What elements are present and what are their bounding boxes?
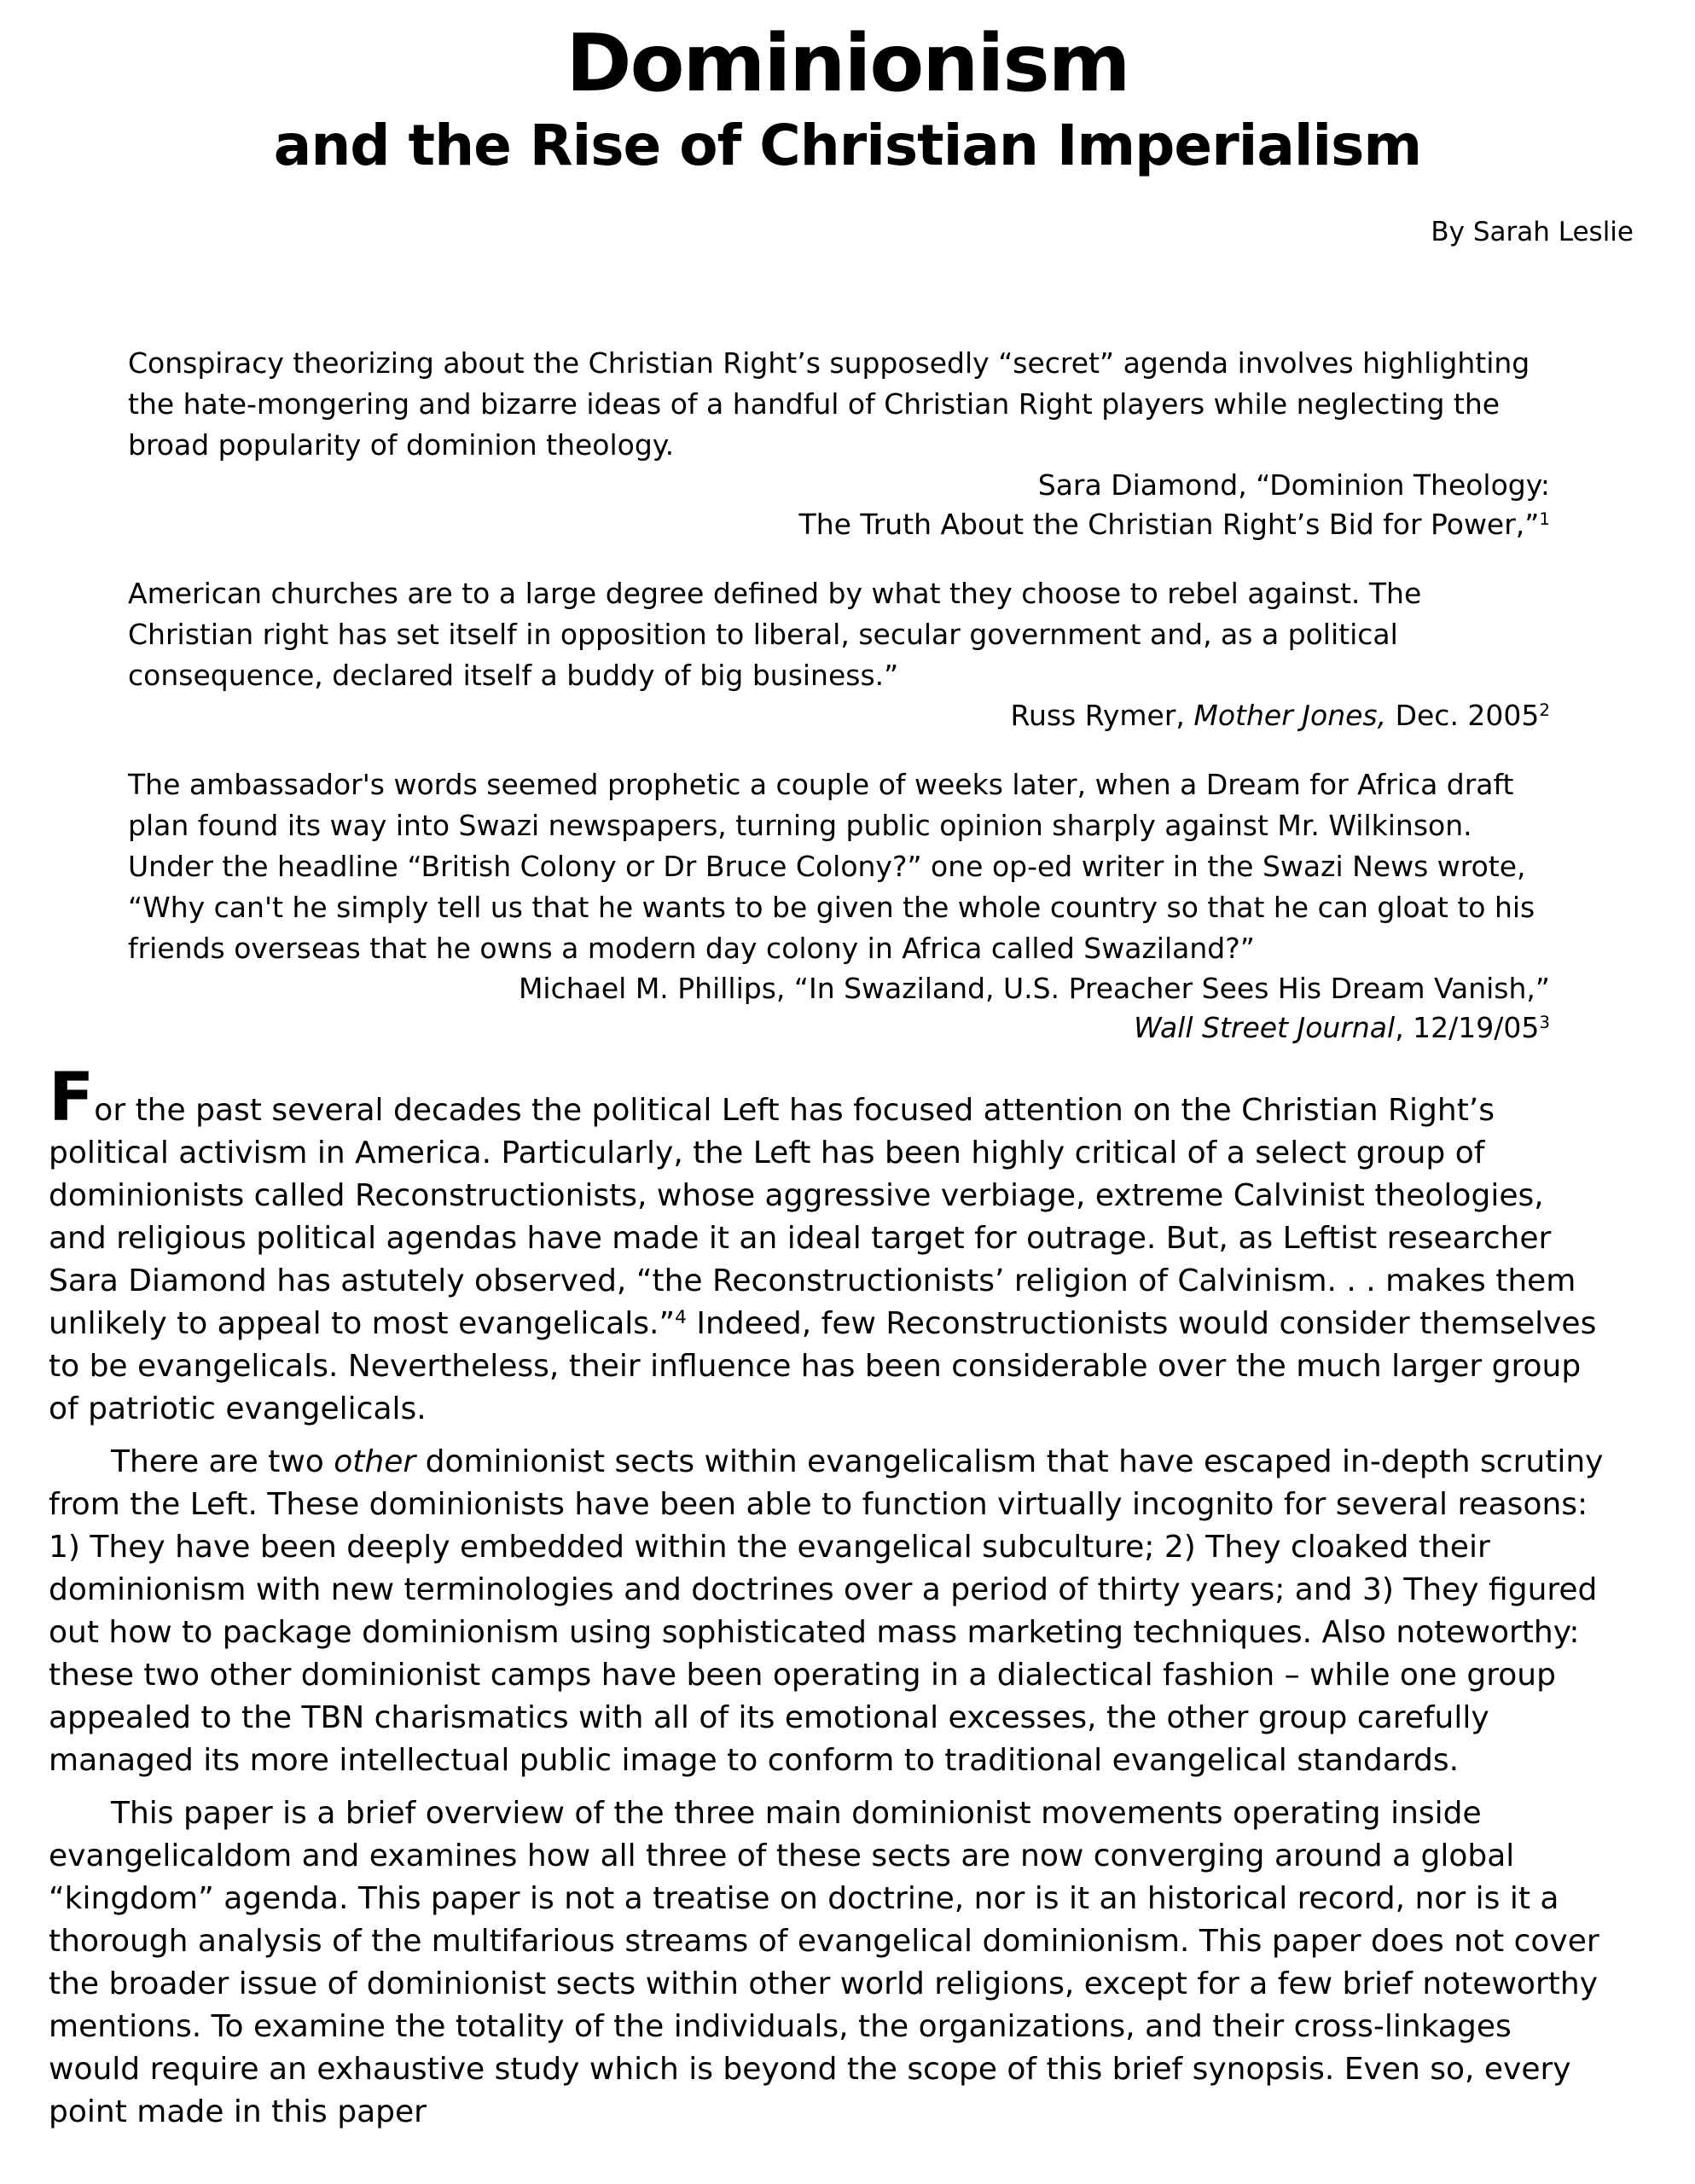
footnote-superscript: 1 [1539, 509, 1550, 530]
text-run: dominionist sects within evangelicalism that have escaped in-depth scrutiny from the Left. These dominionists have been able to function virtually incognito for several reasons: 1) They have been deeply embedded within the evangelical subculture; 2) They cloaked their dominionism with new terminologies and doctrines over a period of thirty years; and 3) They figured out how to package dominionism using sophisticated mass marketing techniques. Also noteworthy: these two other dominionist camps have been operating in a dialectical fashion – while one group appealed to the TBN charismatics with all of its emotional excesses, the other group carefully managed its more intellectual public image to conform to traditional evangelical standards. [49, 1444, 1604, 1778]
text-run: Sara Diamond, “Dominion Theology: [1037, 468, 1550, 502]
epigraph-attribution-line [128, 696, 1550, 735]
epigraph-attribution-line [128, 1008, 1550, 1048]
body-paragraph-3 [49, 1792, 1610, 2134]
text-run: American churches are to a large degree defined by what they choose to rebel against. The Christian right has set itself in opposition to liberal, secular government and, as a political consequence, declared itself a buddy of big business.” [128, 577, 1422, 692]
text-run: The Truth About the Christian Right’s Bid for Power,” [798, 508, 1540, 541]
text-run: Dec. 2005 [1386, 699, 1540, 732]
epigraph-quote-3 [128, 764, 1550, 1048]
epigraph-section [0, 343, 1695, 1048]
text-run: or the past several decades the political Left has focused attention on the Christian Right’s political activism in America. Particularly, the Left has been highly critical of a select group of dominionists called Reconstructionists, whose aggressive verbiage, extreme Calvinist theologies, and religious political agendas have made it an ideal target for outrage. But, as Leftist researcher Sara Diamond has astutely observed, “the Reconstructionists’ religion of Calvinism. . . makes them unlikely to appeal to most evangelicals.” [49, 1093, 1576, 1341]
text-run: The ambassador's words seemed prophetic a couple of weeks later, when a Dream for Africa draft plan found its way into Swazi newspapers, turning public opinion sharply against Mr. Wilkinson. Under the headline “British Colony or Dr Bruce Colony?” one op-ed writer in the Swazi News wrote, “Why can't he simply tell us that he wants to be given the whole country so that he can gloat to his friends overseas that he owns a modern day colony in Africa called Swaziland?” [128, 768, 1535, 965]
epigraph-quote-2 [128, 573, 1550, 735]
text-run: Russ Rymer, [1010, 699, 1194, 732]
footnote-superscript: 3 [1539, 1013, 1550, 1033]
body-paragraph-2 [49, 1441, 1610, 1782]
text-run: This paper is a brief overview of the three main dominionist movements operating inside evangelicaldom and examines how all three of these sects are now converging around a global “kingdom” agenda. This paper is not a treatise on doctrine, nor is it an historical record, nor is it a thorough analysis of the multifarious streams of evangelical dominionism. This paper does not cover the broader issue of dominionist sects within other world religions, except for a few brief noteworthy mentions. To examine the totality of the individuals, the organizations, and their cross-linkages would require an exhaustive study which is beyond the scope of this brief synopsis. Even so, every point made in this paper [49, 1796, 1599, 2129]
text-run: Wall Street Journal [1134, 1011, 1396, 1044]
epigraph-attribution-line [128, 505, 1550, 544]
footnote-superscript: 2 [1539, 700, 1550, 721]
epigraph-quote-text [128, 764, 1550, 969]
initial-capital: F [49, 1060, 95, 1136]
text-run: other [334, 1444, 416, 1479]
epigraph-quote-text [128, 573, 1550, 696]
document-title-line1: Dominionism [566, 17, 1129, 109]
epigraph-attribution-line [128, 466, 1550, 505]
text-run: There are two [111, 1444, 334, 1479]
epigraph-attribution-line [128, 969, 1550, 1008]
body-text [49, 1060, 1610, 2134]
text-run: Michael M. Phillips, “In Swaziland, U.S. Preacher Sees His Dream Vanish,” [518, 972, 1550, 1005]
text-run: Indeed, few Reconstructionists would consider themselves to be evangelicals. Nevertheless, their influence has been considerable over the much larger group of patriotic evangelicals. [49, 1306, 1597, 1426]
text-run: Mother Jones, [1193, 699, 1387, 732]
body-paragraph-1 [49, 1060, 1610, 1431]
footnote-superscript: 4 [675, 1307, 687, 1329]
byline: By Sarah Leslie [1431, 217, 1634, 247]
text-run: , 12/19/05 [1395, 1011, 1540, 1044]
document-title-line2: and the Rise of Christian Imperialism [273, 113, 1422, 178]
text-run: Conspiracy theorizing about the Christian Right’s supposedly “secret” agenda involves highlighting the hate-mongering and bizarre ideas of a handful of Christian Right players while neglecting the broad popularity of dominion theology. [128, 346, 1530, 462]
epigraph-quote-1 [128, 343, 1550, 544]
epigraph-quote-text [128, 343, 1550, 466]
